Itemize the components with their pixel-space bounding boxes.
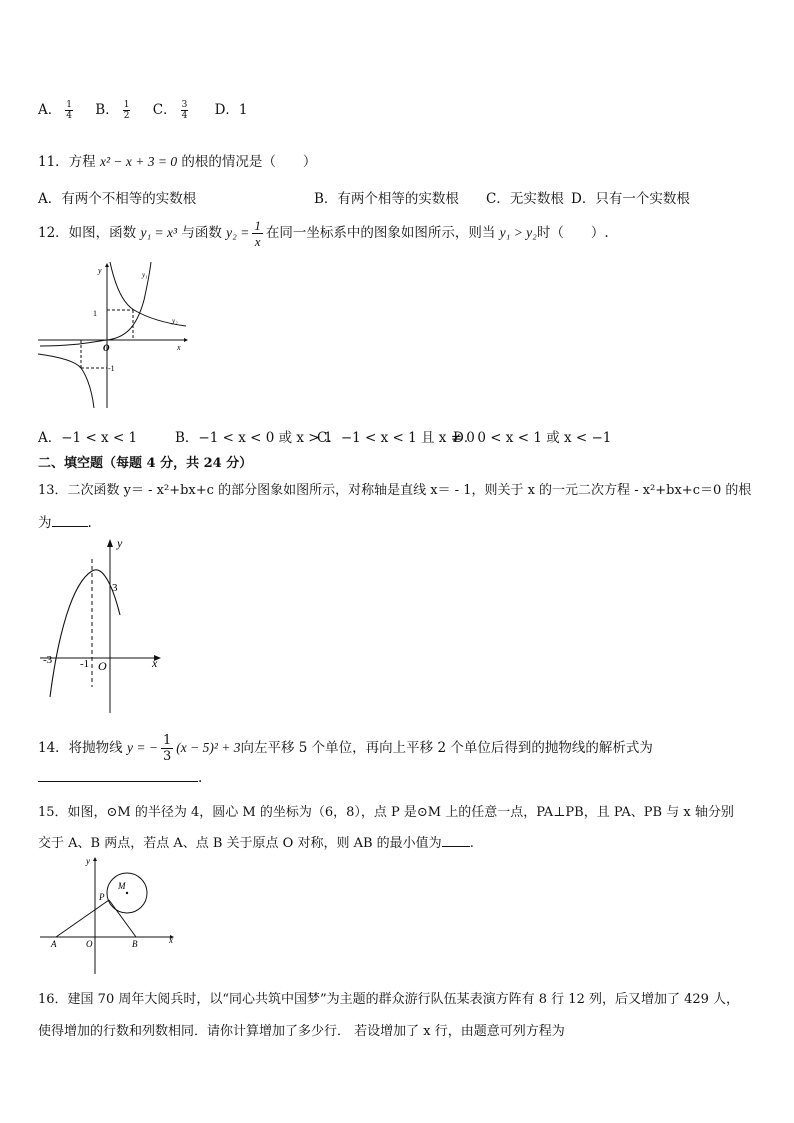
- q16-stem-line2: 使得增加的行数和列数相同．请你计算增加了多少行． 若设增加了 x 行，由题意可列方程为: [38, 1024, 565, 1039]
- q10-option-c: C． $\frac{3}{4}$: [152, 100, 188, 121]
- q13-y-intercept-label: 3: [112, 582, 118, 594]
- q13-origin-label: O: [98, 659, 107, 673]
- q12-tick-1: 1: [93, 309, 97, 318]
- q12-curve-label-y2: y₂: [172, 317, 178, 325]
- q11-equation: x² − x + 3 = 0: [99, 154, 178, 169]
- q12-graph: [36, 260, 191, 410]
- q11-option-a: A．有两个不相等的实数根: [38, 191, 197, 207]
- q14-answer-line: .: [38, 770, 202, 786]
- q15-segment-pa: [56, 900, 109, 937]
- q15-stem-line2: 交于 A、B 两点，若点 A、点 B 关于原点 O 对称，则 AB 的最小值为 .: [38, 836, 474, 851]
- q10-options: [38, 98, 248, 121]
- q12-option-c: C．−1 < x < 1 且 x ≠ 0: [317, 430, 475, 446]
- q14-stem: 14．将抛物线 y = − $\frac{1}{3} (x - 5)^2 + 3$向左平移 5 个单位，再向上平移 2 个单位后得到的抛物线的解析式为: [38, 733, 653, 764]
- q14-answer-blank[interactable]: [38, 781, 198, 782]
- q15-y-label: y: [86, 856, 90, 866]
- q12-curve-label-y1: y₁: [142, 271, 148, 279]
- q15-origin-label: O: [86, 939, 93, 949]
- q15-label-p: P: [99, 892, 105, 902]
- q15-label-m: M: [118, 881, 126, 891]
- q15-center-m: [126, 892, 128, 894]
- q15-stem-line1: 15．如图，⊙M 的半径为 4，圆心 M 的坐标为（6，8），点 P 是⊙M 上的任意一点，PA⊥PB，且 PA、PB 与 x 轴分别: [38, 805, 734, 820]
- q13-tick-neg3: -3: [43, 654, 53, 666]
- q10-option-b: B． $\frac{1}{2}$: [95, 100, 130, 121]
- q15-label-b: B: [132, 939, 138, 949]
- q12-option-d: D．0 < x < 1 或 x < −1: [453, 430, 612, 446]
- q11-stem: 11．方程 x² − x + 3 = 0 的根的情况是（ ）: [38, 154, 317, 170]
- q10-option-a: A． $\frac{1}{4}$: [38, 100, 72, 121]
- q12-option-a: A．−1 < x < 1: [38, 430, 138, 446]
- q12-tick-neg1: -1: [108, 364, 115, 373]
- q13-graph: [36, 535, 171, 717]
- q15-segment-pb: [109, 900, 136, 937]
- q12-option-b: B．−1 < x < 0 或 x > 1: [175, 430, 333, 446]
- q15-graph: [36, 852, 181, 977]
- q11-option-d: D．只有一个实数根: [571, 191, 690, 207]
- q11-option-c: C．无实数根: [486, 191, 564, 207]
- q13-x-label: x: [152, 656, 158, 670]
- q13-stem-line1: 13．二次函数 y＝ - x²+bx+c 的部分图象如图所示，对称轴是直线 x＝ - 1，则关于 x 的一元二次方程 - x²+bx+c＝0 的根: [38, 483, 752, 498]
- q11-option-b: B．有两个相等的实数根: [314, 191, 459, 207]
- q12-stem: 12．如图，函数 y₁ = x³ 与函数 y₂ = $\frac{1}{x}$ 在同一坐标系中的图象如图所示，则当 y₁ > y₂时（ ）.: [38, 218, 609, 249]
- q12-y-label: y: [98, 266, 102, 275]
- q15-label-a: A: [51, 939, 57, 949]
- q13-stem-line2: 为 .: [38, 515, 92, 531]
- q12-curve-y1: [40, 262, 151, 346]
- q15-x-label: x: [169, 935, 173, 945]
- q10-option-d: D．1: [214, 102, 248, 118]
- q12-origin-label: O: [103, 343, 110, 353]
- q12-x-label: x: [177, 343, 181, 352]
- q13-answer-blank[interactable]: [52, 526, 88, 527]
- q15-answer-blank[interactable]: [442, 846, 470, 847]
- section-title: 二、填空题（每题 4 分，共 24 分）: [38, 456, 253, 471]
- q12-curve-y2-left: [38, 354, 94, 408]
- q16-stem-line1: 16．建国 70 周年大阅兵时，以“同心共筑中国梦”为主题的群众游行队伍某表演方阵有 8 行 12 列，后又增加了 429 人，: [38, 992, 740, 1007]
- q13-y-label: y: [117, 536, 123, 550]
- q13-tick-neg1: -1: [80, 658, 90, 670]
